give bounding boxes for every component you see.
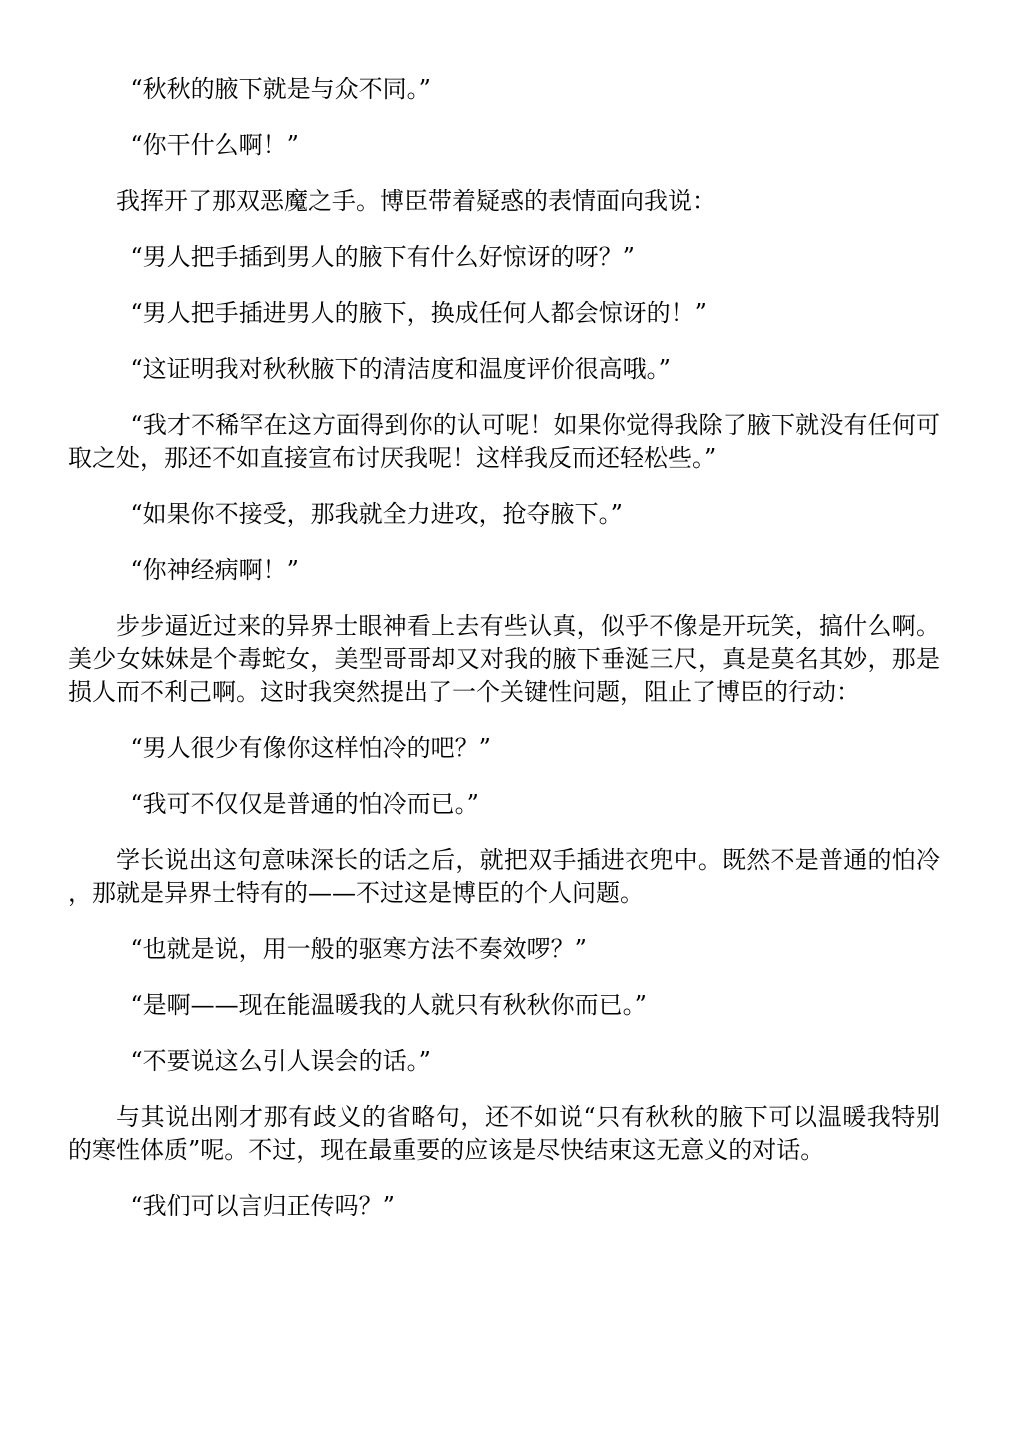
paragraph-narration: 学长说出这句意味深长的话之后，就把双手插进衣兜中。既然不是普通的怕冷，那就是异界士特有的——不过这是博臣的个人问题。 (68, 846, 940, 907)
paragraph-dialog: “男人把手插进男人的腋下，换成任何人都会惊讶的！” (130, 299, 707, 327)
paragraph-narration: 与其说出刚才那有歧义的省略句，还不如说“只有秋秋的腋下可以温暖我特别的寒性体质”呢。不过，现在最重要的应该是尽快结束这无意义的对话。 (68, 1103, 940, 1164)
paragraph-dialog: “你神经病啊！” (130, 556, 299, 584)
paragraph-dialog: “如果你不接受，那我就全力进攻，抢夺腋下。” (130, 500, 623, 528)
paragraph-dialog: “男人把手插到男人的腋下有什么好惊讶的呀？” (130, 243, 635, 271)
paragraph-dialog: “男人很少有像你这样怕冷的吧？” (130, 734, 491, 762)
paragraph-narration: 我挥开了那双恶魔之手。博臣带着疑惑的表情面向我说： (116, 187, 716, 215)
paragraph-dialog: “我可不仅仅是普通的怕冷而已。” (130, 790, 479, 818)
paragraph-dialog: “这证明我对秋秋腋下的清洁度和温度评价很高哦。” (130, 355, 671, 383)
paragraph-dialog: “秋秋的腋下就是与众不同。” (130, 75, 431, 103)
paragraph-dialog: “你干什么啊！” (130, 131, 299, 159)
paragraph-dialog: “我们可以言归正传吗？” (130, 1192, 395, 1220)
paragraph-narration: 步步逼近过来的异界士眼神看上去有些认真，似乎不像是开玩笑，搞什么啊。美少女妹妹是个毒蛇女，美型哥哥却又对我的腋下垂涎三尺，真是莫名其妙，那是损人而不利己啊。这时我突然提出了一个关键性问题，阻止了博臣的行动： (68, 612, 940, 706)
document-page (68, 73, 940, 1246)
paragraph-dialog: “我才不稀罕在这方面得到你的认可呢！如果你觉得我除了腋下就没有任何可取之处，那还不如直接宣布讨厌我呢！这样我反而还轻松些。” (68, 411, 940, 472)
paragraph-dialog: “不要说这么引人误会的话。” (130, 1047, 431, 1075)
paragraph-dialog: “也就是说，用一般的驱寒方法不奏效啰？” (130, 935, 587, 963)
paragraph-dialog: “是啊——现在能温暖我的人就只有秋秋你而已。” (130, 991, 647, 1019)
